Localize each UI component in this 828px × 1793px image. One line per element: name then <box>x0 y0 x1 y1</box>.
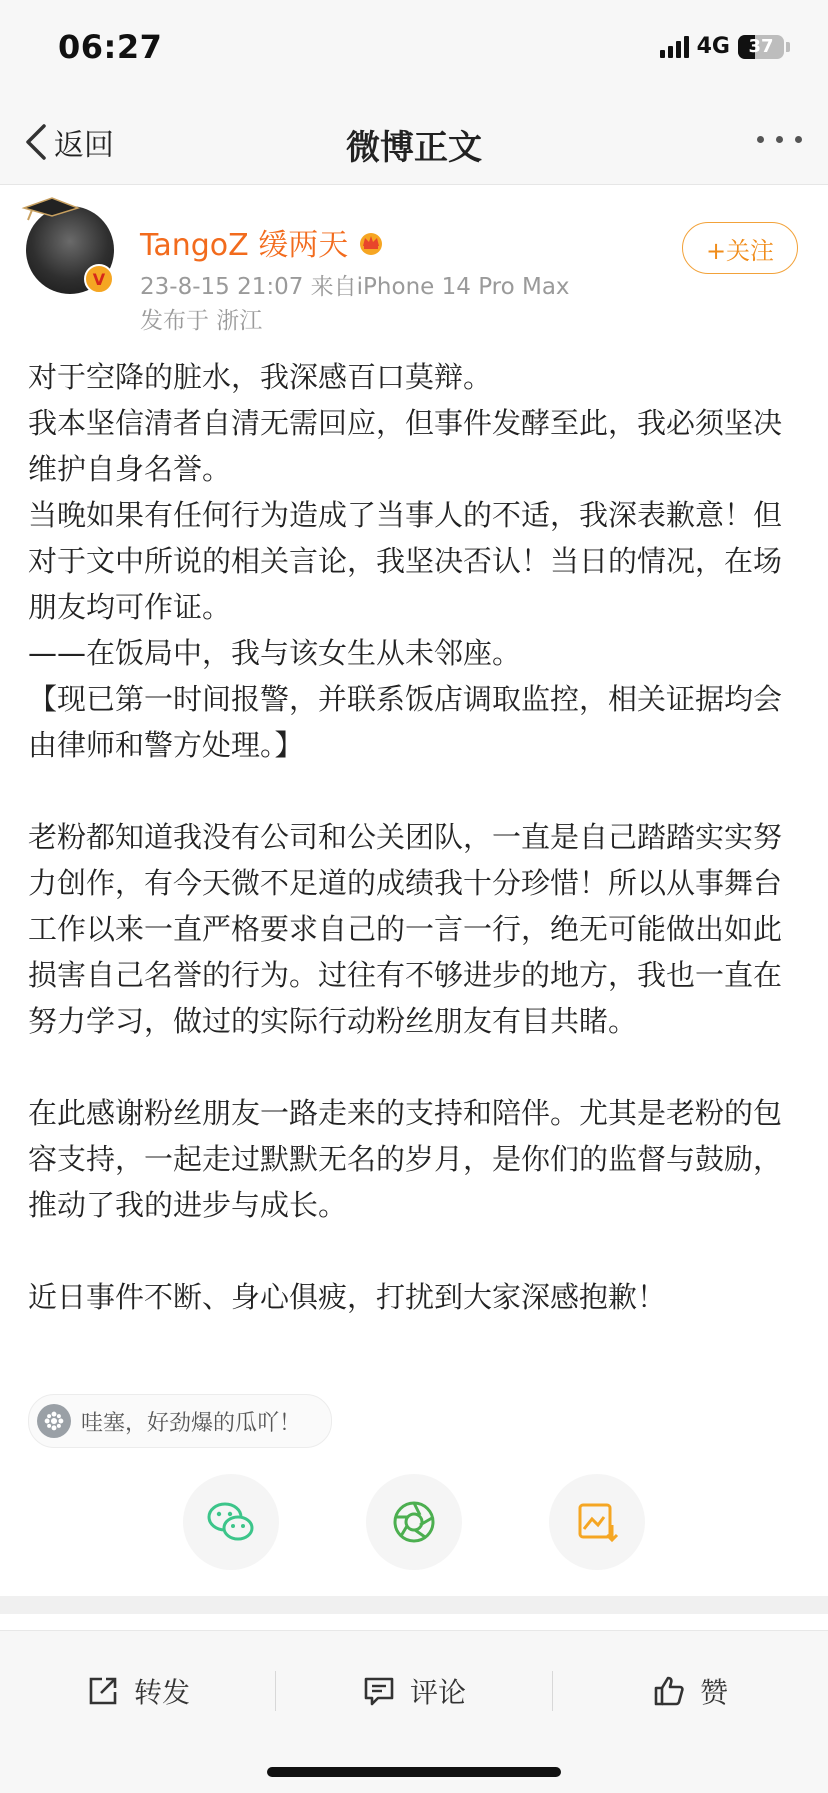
save-image-icon <box>570 1495 624 1549</box>
status-bar <box>0 0 828 100</box>
username[interactable] <box>140 220 386 264</box>
home-indicator <box>267 1767 561 1777</box>
battery-cap <box>786 42 790 52</box>
share-row <box>0 1474 828 1574</box>
network-label: 4G <box>696 34 730 59</box>
signal-icon <box>660 36 689 58</box>
thumbs-up-icon <box>652 1674 686 1708</box>
crown-icon <box>356 228 386 256</box>
post-meta: 23-8-15 21:07 来自iPhone 14 Pro Max <box>140 274 570 300</box>
moments-icon <box>387 1495 441 1549</box>
post-paragraph: ——在饭局中，我与该女生从未邻座。 <box>28 636 522 670</box>
back-label: 返回 <box>54 128 114 163</box>
save-image-button[interactable] <box>549 1474 645 1570</box>
reaction-chip-label: 哇塞，好劲爆的瓜吖！ <box>81 1410 302 1436</box>
action-separator <box>275 1671 276 1711</box>
post-paragraph: 对于空降的脏水，我深感百口莫辩。 <box>28 360 493 394</box>
bottom-action-bar <box>0 1630 828 1793</box>
comment-button[interactable] <box>362 1661 466 1721</box>
reaction-chip[interactable] <box>28 1394 332 1448</box>
battery-level: 37 <box>748 35 774 57</box>
graduation-cap-icon <box>20 196 80 222</box>
battery-icon <box>738 35 784 59</box>
action-separator <box>552 1671 553 1711</box>
repost-icon <box>86 1674 120 1708</box>
post-paragraph: 我本坚信清者自清无需回应，但事件发酵至此，我必须坚决维护自身名誉。 <box>28 406 783 486</box>
share-wechat-button[interactable] <box>183 1474 279 1570</box>
verified-badge-icon: V <box>84 264 114 294</box>
comment-icon <box>362 1674 396 1708</box>
post-paragraph: 【现已第一时间报警，并联系饭店调取监控，相关证据均会由律师和警方处理。】 <box>28 682 783 762</box>
page-title: 微博正文 <box>346 128 482 168</box>
post-paragraph: 当晚如果有任何行为造成了当事人的不适，我深表歉意！但对于文中所说的相关言论，我坚决否认！当日的情况，在场朋友均可作证。 <box>28 498 783 624</box>
post-paragraph: 近日事件不断、身心俱疲，打扰到大家深感抱歉！ <box>28 1280 667 1314</box>
section-divider <box>0 1596 828 1614</box>
post-location: 发布于 浙江 <box>140 308 263 334</box>
username-label: TangoZ 缓两天 <box>140 228 349 263</box>
status-icons <box>660 34 790 59</box>
like-label: 赞 <box>700 1676 729 1709</box>
like-button[interactable] <box>652 1661 728 1721</box>
post-paragraph: 在此感谢粉丝朋友一路走来的支持和陪伴。尤其是老粉的包容支持，一起走过默默无名的岁月，是你们的监督与鼓励，推动了我的进步与成长。 <box>28 1096 783 1222</box>
more-options-icon[interactable] <box>757 136 802 143</box>
repost-label: 转发 <box>134 1676 191 1709</box>
avatar[interactable] <box>26 206 114 294</box>
share-moments-button[interactable] <box>366 1474 462 1570</box>
nav-bar <box>0 100 828 185</box>
status-time: 06:27 <box>58 28 163 66</box>
flower-icon <box>37 1404 71 1438</box>
post-paragraph: 老粉都知道我没有公司和公关团队，一直是自己踏踏实实努力创作，有今天微不足道的成绩我十分珍惜！所以从事舞台工作以来一直严格要求自己的一言一行，绝无可能做出如此损害自己名誉的行为。过往有不够进步的地方，我也一直在努力学习，做过的实际行动粉丝朋友有目共睹。 <box>28 820 783 1038</box>
comment-label: 评论 <box>410 1676 467 1709</box>
wechat-icon <box>204 1495 258 1549</box>
repost-button[interactable] <box>86 1661 190 1721</box>
post-body <box>28 354 800 1320</box>
post-header <box>0 198 828 338</box>
follow-button[interactable]: +关注 <box>682 222 798 274</box>
